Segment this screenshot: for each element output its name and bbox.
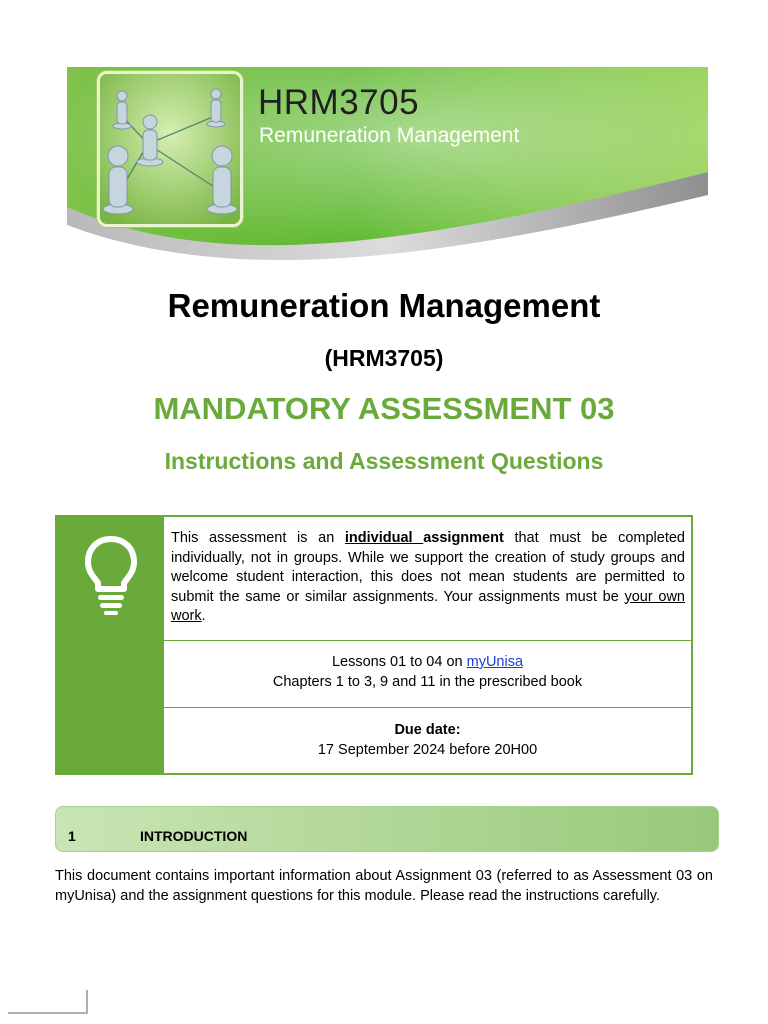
- notice-text-3: .: [201, 608, 206, 624]
- module-code: (HRM3705): [324, 345, 444, 371]
- chapters-line: Chapters 1 to 3, 9 and 11 in the prescribed book: [272, 673, 583, 690]
- section-title: INTRODUCTION: [140, 828, 248, 844]
- notice-text-2: that must be completed individually, not in groups. While we support the creation of study groups and welcome student interaction, this does not mean students are permitted to submit the same or similar assignments. Your assignments must be: [171, 530, 685, 605]
- module-banner: [67, 67, 708, 262]
- banner-module-code: HRM3705: [258, 83, 420, 122]
- assessment-heading: MANDATORY ASSESSMENT 03: [153, 391, 615, 426]
- assessment-subheading: Instructions and Assessment Questions: [164, 448, 604, 474]
- study-material-cell: [164, 641, 691, 708]
- network-people-icon: [97, 71, 243, 227]
- document-title: Remuneration Management: [167, 287, 601, 324]
- lessons-text: Lessons 01 to 04 on: [331, 654, 467, 670]
- lightbulb-icon: [84, 535, 138, 615]
- notice-text-1: This assessment is an: [171, 530, 345, 546]
- due-date-label: Due date:: [394, 722, 461, 738]
- lessons-line: [164, 653, 691, 673]
- section-header-introduction: [55, 806, 719, 852]
- notice-bold-assignment: assignment: [423, 530, 504, 546]
- assessment-info-table: [55, 515, 693, 775]
- notice-bold-individual: individual: [344, 530, 424, 546]
- info-sidebar: [57, 517, 164, 773]
- section-number: 1: [68, 828, 76, 844]
- due-date-cell: [164, 708, 691, 773]
- introduction-paragraph: This document contains important information about Assignment 03 (referred to as Assessment 03 on myUnisa) and the assignment questions for this module. Please read the instructions carefully.: [55, 868, 713, 904]
- notice-own-work: your own work: [171, 588, 685, 624]
- banner-module-name: Remuneration Management: [259, 124, 520, 147]
- individual-assignment-notice: [164, 517, 691, 641]
- due-date-value: 17 September 2024 before 20H00: [317, 741, 538, 758]
- page-corner-mark: [8, 990, 88, 1014]
- myunisa-link[interactable]: myUnisa: [466, 654, 524, 670]
